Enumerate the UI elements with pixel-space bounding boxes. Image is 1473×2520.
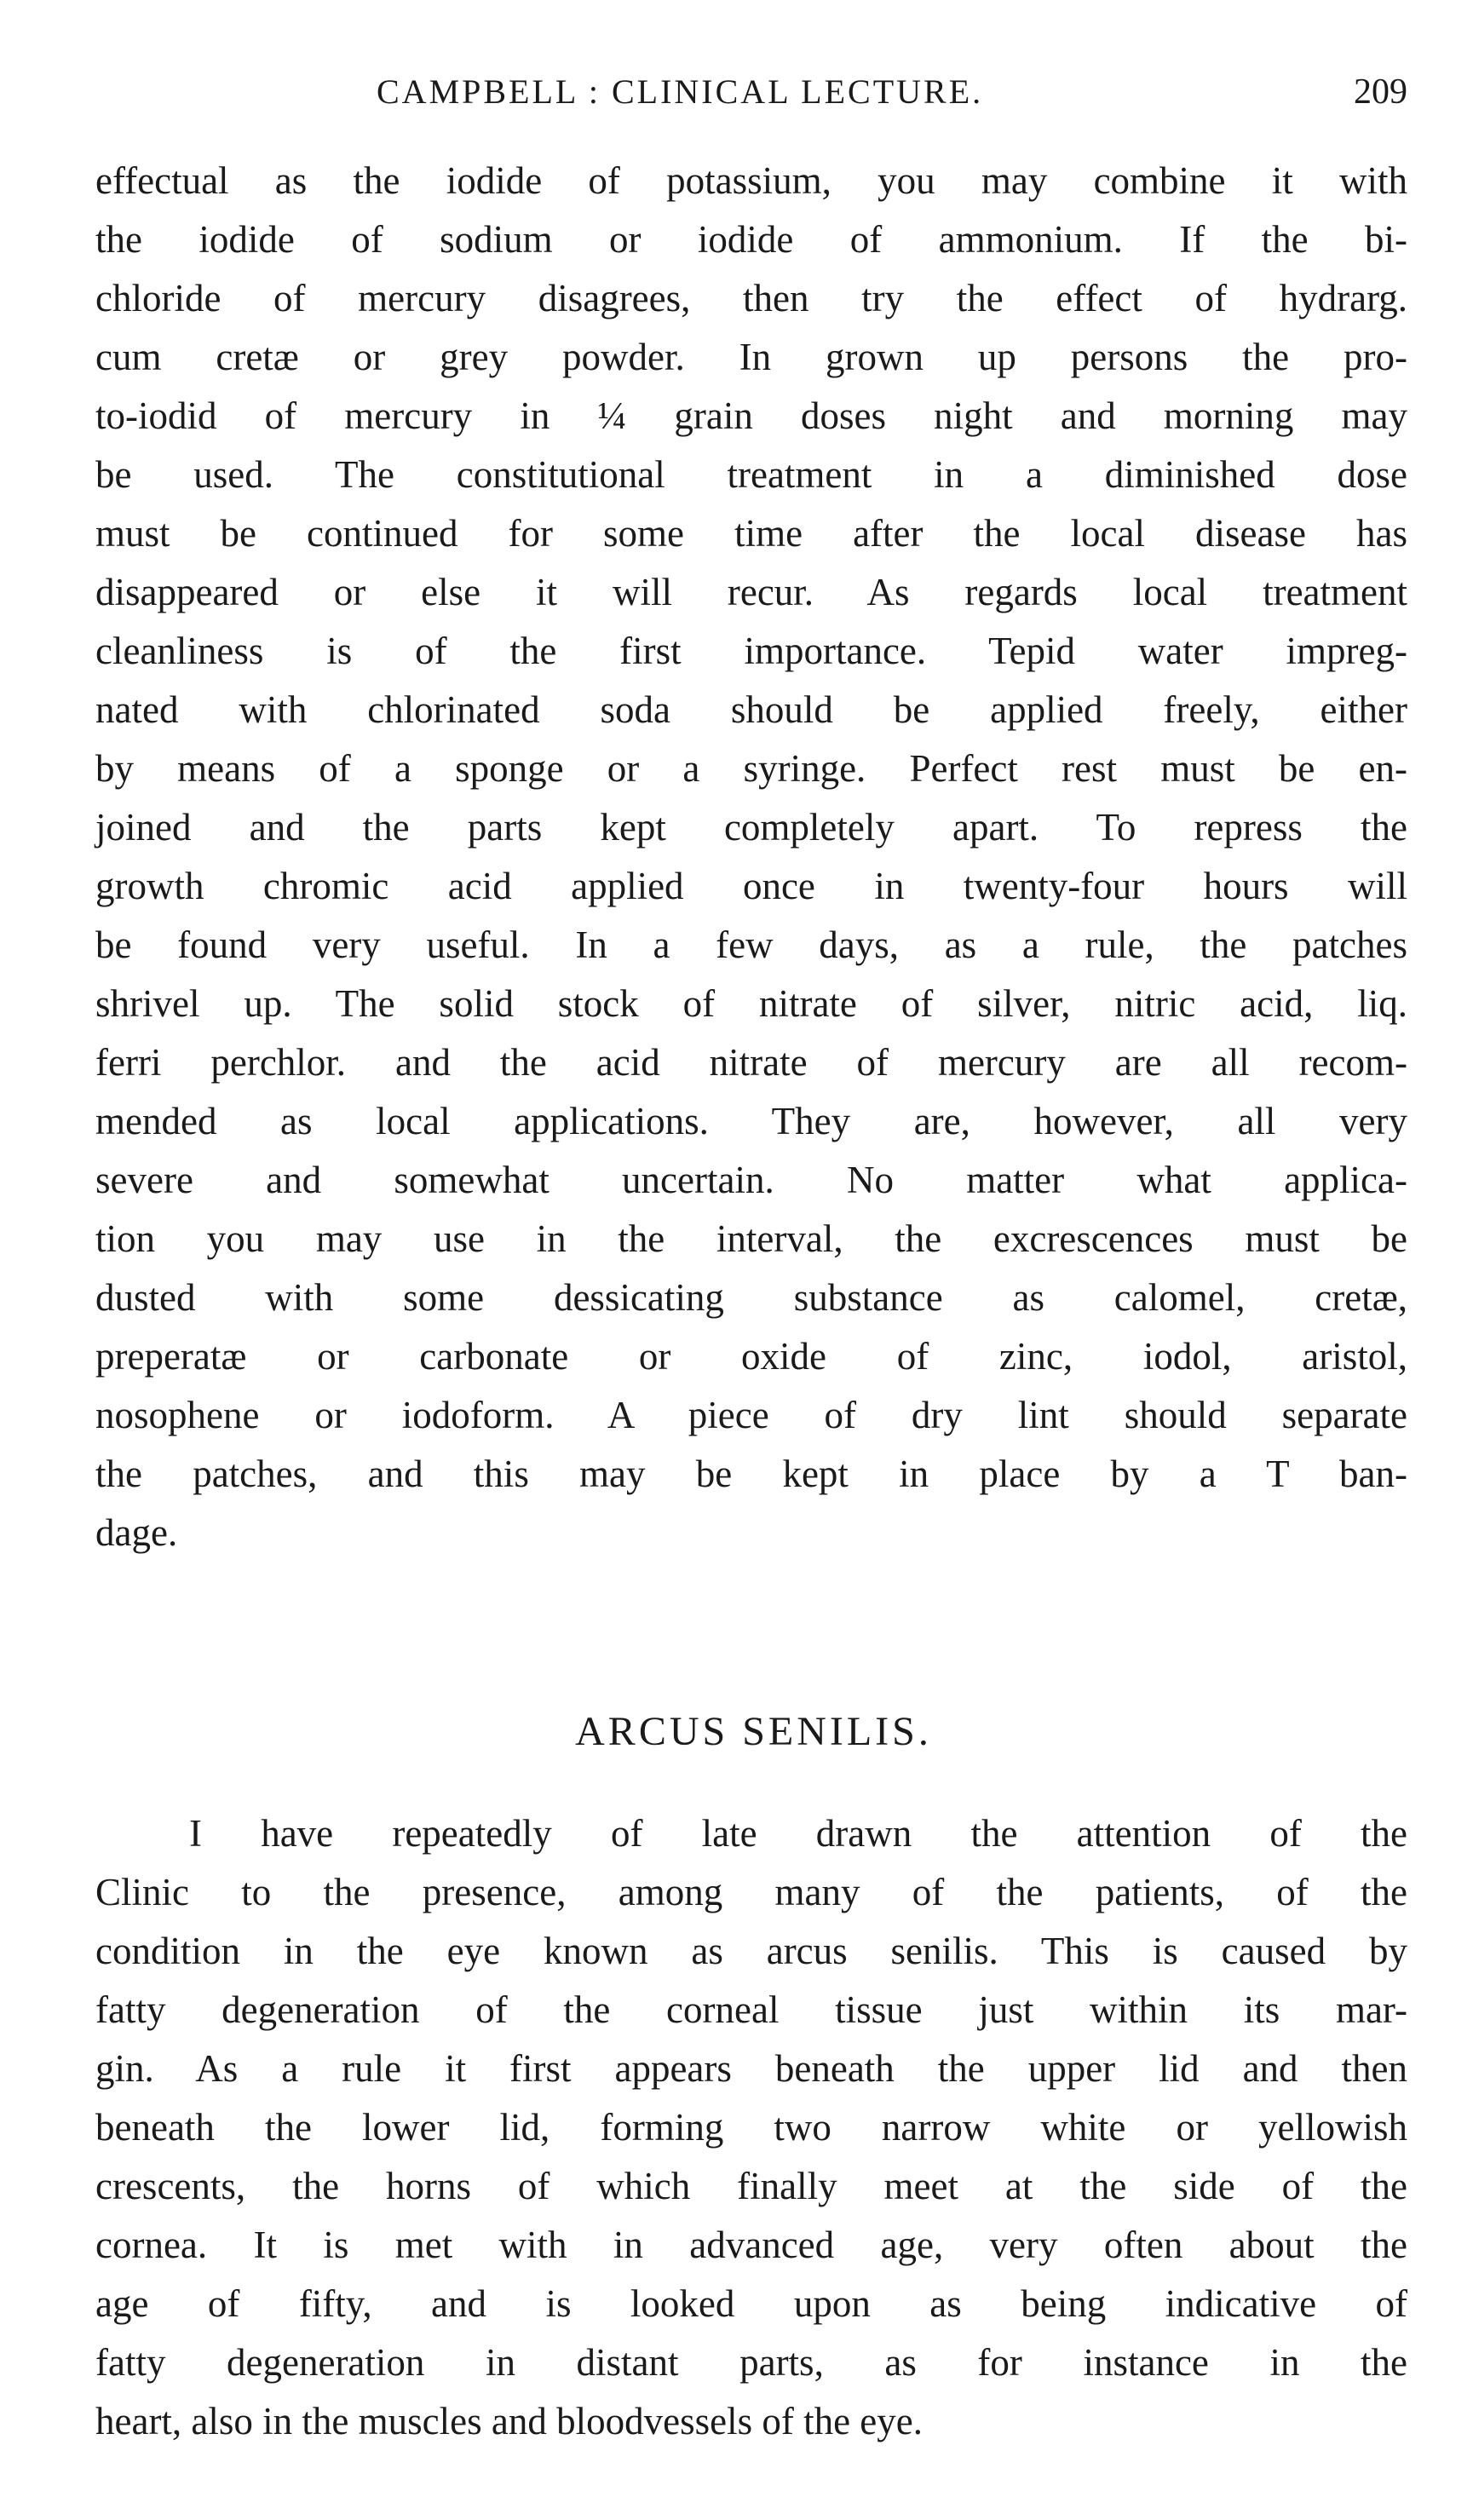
text-line: nated with chlorinated soda should be applied freely, either xyxy=(95,688,1407,731)
text-line: condition in the eye known as arcus senilis. This is caused by xyxy=(95,1930,1407,1972)
text-line: heart, also in the muscles and bloodvessels of the eye. xyxy=(95,2400,923,2442)
text-line: by means of a sponge or a syringe. Perfect rest must be en- xyxy=(95,747,1407,790)
text-line: cornea. It is met with in advanced age, very often about the xyxy=(95,2224,1407,2266)
text-line: preperatæ or carbonate or oxide of zinc, iodol, aristol, xyxy=(95,1335,1407,1378)
paragraph-arcus-senilis xyxy=(95,1804,1407,2451)
paragraph-treatment xyxy=(95,152,1407,1562)
text-line: to-iodid of mercury in ¼ grain doses night and morning may xyxy=(95,394,1407,437)
text-line: cleanliness is of the first importance. Tepid water impreg- xyxy=(95,630,1407,672)
text-line: gin. As a rule it first appears beneath the upper lid and then xyxy=(95,2047,1407,2090)
text-line: dusted with some dessicating substance as calomel, cretæ, xyxy=(95,1276,1407,1319)
text-line: severe and somewhat uncertain. No matter what applica- xyxy=(95,1159,1407,1201)
page-number: 209 xyxy=(1354,72,1407,112)
text-line: Clinic to the presence, among many of the patients, of the xyxy=(95,1871,1407,1913)
text-line: mended as local applications. They are, however, all very xyxy=(95,1100,1407,1142)
text-line: growth chromic acid applied once in twenty-four hours will xyxy=(95,865,1407,907)
text-line: chloride of mercury disagrees, then try the effect of hydrarg. xyxy=(95,277,1407,319)
text-line: the iodide of sodium or iodide of ammonium. If the bi- xyxy=(95,218,1407,261)
text-line: crescents, the horns of which finally meet at the side of the xyxy=(95,2165,1407,2207)
running-title: CAMPBELL : CLINICAL LECTURE. xyxy=(377,72,984,111)
text-line: dage. xyxy=(95,1511,178,1554)
text-line: fatty degeneration in distant parts, as for instance in the xyxy=(95,2341,1407,2384)
text-line: age of fifty, and is looked upon as being indicative of xyxy=(95,2282,1407,2325)
text-line: fatty degeneration of the corneal tissue just within its mar- xyxy=(95,1988,1407,2031)
text-line: beneath the lower lid, forming two narrow white or yellowish xyxy=(95,2106,1407,2149)
text-line: ferri perchlor. and the acid nitrate of mercury are all recom- xyxy=(95,1041,1407,1084)
text-line: disappeared or else it will recur. As regards local treatment xyxy=(95,571,1407,613)
text-line: I have repeatedly of late drawn the attention of the xyxy=(189,1812,1407,1855)
text-line: must be continued for some time after the local disease has xyxy=(95,512,1407,555)
text-line: nosophene or iodoform. A piece of dry lint should separate xyxy=(95,1394,1407,1436)
section-heading: ARCUS SENILIS. xyxy=(575,1709,932,1754)
text-line: joined and the parts kept completely apart. To repress the xyxy=(95,806,1407,849)
text-line: cum cretæ or grey powder. In grown up persons the pro- xyxy=(95,336,1407,378)
text-line: effectual as the iodide of potassium, you may combine it with xyxy=(95,159,1407,202)
text-line: shrivel up. The solid stock of nitrate of silver, nitric acid, liq. xyxy=(95,982,1407,1025)
text-line: be found very useful. In a few days, as a rule, the patches xyxy=(95,923,1407,966)
text-line: be used. The constitutional treatment in a diminished dose xyxy=(95,453,1407,496)
text-line: the patches, and this may be kept in place by a T ban- xyxy=(95,1453,1407,1495)
running-head xyxy=(95,66,1407,126)
text-line: tion you may use in the interval, the excrescences must be xyxy=(95,1217,1407,1260)
